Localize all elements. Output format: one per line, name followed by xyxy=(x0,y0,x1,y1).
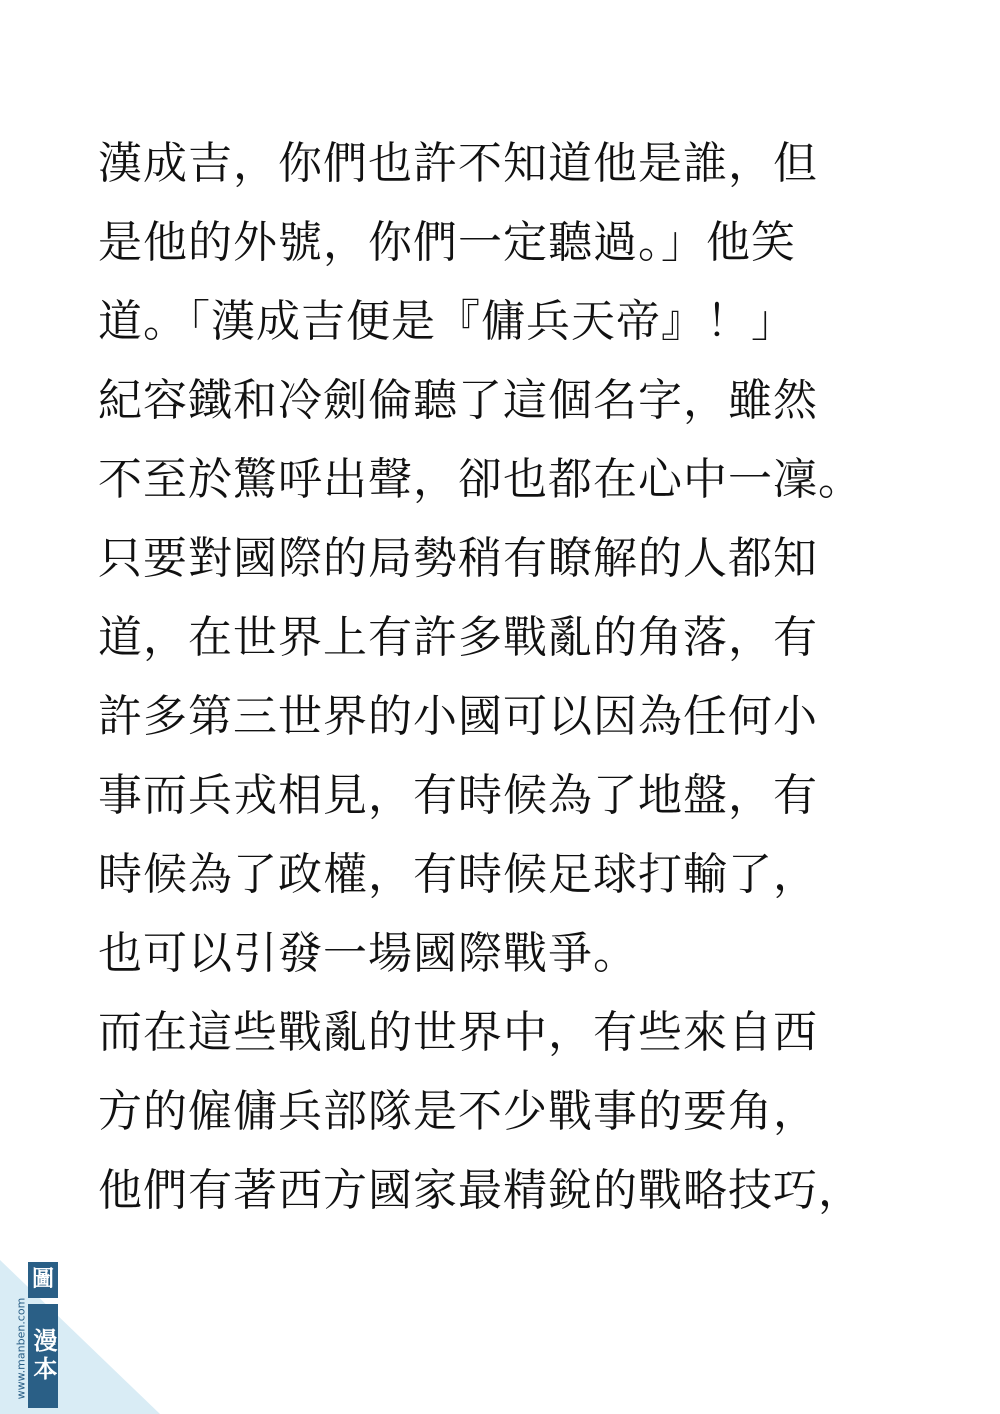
text-line: 他們有著西方國家最精銳的戰略技巧， xyxy=(98,1165,863,1216)
text-line: 而在這些戰亂的世界中，有些來自西 xyxy=(98,1007,818,1058)
text-line: 道。「漢成吉便是『傭兵天帝』！」 xyxy=(98,296,796,347)
text-line: 也可以引發一場國際戰爭。 xyxy=(98,928,638,979)
text-line: 方的僱傭兵部隊是不少戰事的要角， xyxy=(98,1086,818,1137)
text-line: 時候為了政權，有時候足球打輸了， xyxy=(98,849,818,900)
watermark xyxy=(0,1260,160,1414)
text-line: 不至於驚呼出聲，卻也都在心中一凜。 xyxy=(98,454,863,505)
text-line: 許多第三世界的小國可以因為任何小 xyxy=(98,691,818,742)
text-line: 紀容鐵和冷劍倫聽了這個名字，雖然 xyxy=(98,375,818,426)
body-text xyxy=(98,124,978,1230)
watermark-url: www.manben.com xyxy=(14,1297,28,1400)
watermark-logo-bottom: 漫本 xyxy=(28,1304,58,1408)
text-line: 道，在世界上有許多戰亂的角落，有 xyxy=(98,612,818,663)
watermark-logo-top: 圖 xyxy=(28,1262,58,1298)
text-line: 事而兵戎相見，有時候為了地盤，有 xyxy=(98,770,818,821)
text-line: 漢成吉，你們也許不知道他是誰，但 xyxy=(98,138,818,189)
text-line: 是他的外號，你們一定聽過。」他笑 xyxy=(98,217,796,268)
text-line: 只要對國際的局勢稍有瞭解的人都知 xyxy=(98,533,818,584)
